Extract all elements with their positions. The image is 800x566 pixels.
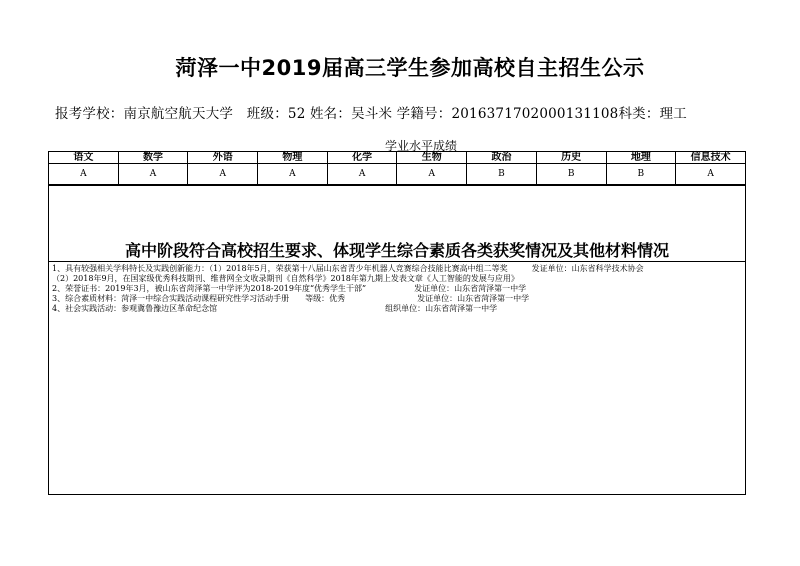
award-item: 3、综合素质材料：菏泽一中综合实践活动课程研究性学习活动手册 等级：优秀 发证单位：山东省菏泽第一中学 xyxy=(52,294,530,303)
subject-cell: 语文 xyxy=(49,152,119,164)
grade-cell: A xyxy=(188,164,258,186)
subject-cell: 信息技术 xyxy=(676,152,746,164)
grade-cell: A xyxy=(397,164,467,186)
subject-cell: 历史 xyxy=(536,152,606,164)
grade-cell: B xyxy=(536,164,606,186)
grade-cell: B xyxy=(606,164,676,186)
grade-cell: A xyxy=(118,164,188,186)
award-item: 1、具有较强相关学科特长及实践创新能力：（1）2018年5月，荣获第十八届山东省青少年机器人竞赛综合技能比赛高中组二等奖 发证单位：山东省科学技术协会 xyxy=(52,264,644,273)
award-item: 4、社会实践活动：参观冀鲁豫边区革命纪念馆 组织单位：山东省菏泽第一中学 xyxy=(52,304,498,313)
subject-cell: 化学 xyxy=(327,152,397,164)
award-item: 2、荣誉证书：2019年3月，被山东省菏泽第一中学评为2018-2019年度“优秀学生干部” 发证单位：山东省菏泽第一中学 xyxy=(52,284,527,293)
scores-caption: 学业水平成绩 xyxy=(384,139,457,153)
materials-box xyxy=(48,184,746,495)
subject-cell: 外语 xyxy=(188,152,258,164)
grade-row xyxy=(49,164,746,186)
scores-table xyxy=(48,151,746,186)
awards-section-title: 高中阶段符合高校招生要求、体现学生综合素质各类获奖情况及其他材料情况 xyxy=(124,241,669,260)
subject-cell: 数学 xyxy=(118,152,188,164)
page-title: 菏泽一中2019届高三学生参加高校自主招生公示 xyxy=(175,56,645,80)
section-divider xyxy=(48,261,746,262)
subject-cell: 物理 xyxy=(258,152,328,164)
subject-header-row xyxy=(49,152,746,164)
subject-cell: 政治 xyxy=(467,152,537,164)
grade-cell: A xyxy=(258,164,328,186)
student-info-line: 报考学校：南京航空航天大学 班级：52 姓名：吴斗米 学籍号：201637170200013​1108科类：理工 xyxy=(55,106,687,122)
subject-cell: 地理 xyxy=(606,152,676,164)
grade-cell: A xyxy=(327,164,397,186)
grade-cell: A xyxy=(676,164,746,186)
subject-cell: 生物 xyxy=(397,152,467,164)
award-item: （2）2018年9月，在国家级优秀科技期刊、维普网全文收录期刊《自然科学》2018年第九期上发表文章《人工智能的发展与应用》 xyxy=(52,274,519,283)
grade-cell: B xyxy=(467,164,537,186)
grade-cell: A xyxy=(49,164,119,186)
awards-list xyxy=(52,264,742,314)
